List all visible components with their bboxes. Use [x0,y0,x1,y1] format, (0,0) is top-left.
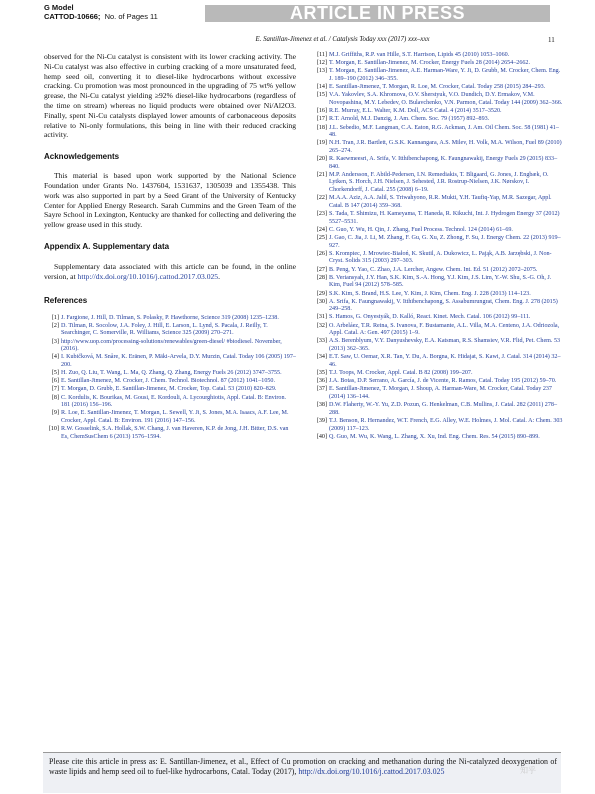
reference-number: [7] [51,386,59,393]
reference-item [312,354,564,369]
reference-number: [15] [316,92,327,99]
reference-text[interactable]: J. Gao, C. Jia, J. Li, M. Zhang, F. Gu, G. Xu, Z. Zhong, F. Su, J. Energy Chem. 22 (2013) 919–927. [329,234,561,249]
reference-number: [26] [316,250,327,257]
reference-text[interactable]: J.A. Botas, D.P. Serrano, A. García, J. de Vicente, R. Ramos, Catal. Today 195 (2012) 59–70. [329,378,557,385]
supplementary-data-link[interactable]: http://dx.doi.org/10.1016/j.cattod.2017.03.025 [77,271,219,281]
reference-text[interactable]: M.P. Andersson, F. Abild-Pedersen, I.N. Remediakis, T. Bligaard, G. Jones, J. Engbæk, O. Lytken, S. Horch, J.H. Nielsen, J. Sehested, J.R. Rostrup-Nielsen, J.K. Nørskov, I. Chorkendorff, J. Catal. 255 (2008) 6–19. [329,171,549,194]
watermark: 知乎 [520,766,536,775]
reference-number: [27] [316,266,327,273]
article-in-press-banner: ARTICLE IN PRESS [289,3,466,23]
reference-text[interactable]: C. Kordulis, K. Bourikas, M. Gousi, E. Kordouli, A. Lycourghiotis, Appl. Catal. B: Environ. 181 (2016) 156–196. [61,394,287,409]
page-count: No. of Pages 11 [104,12,158,21]
reference-item [312,434,564,442]
reference-item [44,386,296,394]
reference-text[interactable]: R.T. Arnold, M.J. Danzig, J. Am. Chem. Soc. 79 (1957) 892–893. [329,116,490,123]
reference-number: [16] [316,108,327,115]
appendix-heading: Appendix A. Supplementary data [44,241,170,251]
reference-number: [25] [316,234,327,241]
reference-number: [14] [316,84,327,91]
reference-number: [3] [51,338,59,345]
reference-item [312,370,564,378]
reference-item [312,402,564,417]
reference-number: [30] [316,298,327,305]
reference-text[interactable]: T.J. Benson, R. Hernandez, W.T. French, E.G. Alley, W.E. Holmes, J. Mol. Catal. A: Chem. 303 (2009) 117–123. [329,417,563,432]
reference-text[interactable]: H. Zuo, Q. Liu, T. Wang, L. Ma, Q. Zhang, Q. Zhang, Energy Fuels 26 (2012) 3747–3755. [61,370,282,377]
reference-number: [10] [48,426,59,433]
references-heading: References [44,295,88,305]
reference-number: [23] [316,211,327,217]
reference-number: [9] [51,410,59,417]
reference-item [312,172,564,195]
reference-item [312,275,564,290]
reference-text[interactable]: D.W. Flaherty, W.-Y. Yu, Z.D. Pozun, G. Henkelman, C.B. Mullins, J. Catal. 282 (2011) 278–288. [329,402,557,416]
reference-number: [8] [51,394,59,401]
reference-text[interactable]: E. Santillan-Jimenez, T. Morgan, J. Shoup, A. Harman-Ware, M. Crocker, Catal. Today 237 (2014) 136–144. [329,386,552,400]
reference-text[interactable]: S.K. Kim, S. Brand, H.S. Lee, Y. Kim, J. Kim, Chem. Eng. J. 228 (2013) 114–123. [329,290,531,297]
reference-item [312,125,564,140]
reference-number: [31] [316,314,327,321]
citation-doi-link[interactable]: http://dx.doi.org/10.1016/j.cattod.2017.03.025 [298,767,445,777]
reference-number: [34] [316,354,327,361]
reference-item [44,370,296,378]
reference-number: [12] [316,60,327,67]
reference-number: [38] [316,402,327,409]
reference-item [312,108,564,116]
reference-item [312,314,564,322]
reference-number: [6] [51,378,59,385]
reference-number: [28] [316,274,327,281]
reference-item [44,354,296,369]
page-number: 11 [548,36,555,44]
right-column [312,52,564,442]
reference-text[interactable]: R. Kaewmeesri, A. Srifa, V. Itthibenchapong, K. Faungnawakij, Energy Fuels 29 (2015) 833–840. [329,156,558,170]
reference-text[interactable]: T.J. Toops, M. Crocker, Appl. Catal. B 82 (2008) 199–207. [329,370,473,376]
reference-number: [20] [316,156,327,163]
reference-text[interactable]: J.L. Sebedio, M.F. Langman, C.A. Eaton, R.G. Ackman, J. Am. Oil Chem. Soc. 58 (1981) 41–48. [329,124,559,139]
reference-text[interactable]: http://www.uop.com/processing-solutions/renewables/green-diesel/ #biodiesel. November, (2016). [61,338,282,353]
reference-text[interactable]: E. Santillan-Jimenez, M. Crocker, J. Chem. Technol. Biotechnol. 87 (2012) 1041–1050. [61,378,275,385]
reference-item [312,386,564,401]
reference-number: [18] [316,124,327,131]
reference-text[interactable]: I. Kubičková, M. Snåre, K. Eränen, P. Mäki-Arvela, D.Y. Murzin, Catal. Today 106 (2005) 197–200. [61,354,296,368]
reference-text[interactable]: M.A.A. Aziz, A.A. Jalil, S. Triwahyono, R.R. Mukti, Y.H. Taufiq-Yap, M.R. Sazegar, Appl. Catal. B 147 (2014) 359–368. [329,195,552,209]
reference-text[interactable]: T. Morgan, D. Grubb, E. Santillan-Jimenez, M. Crocker, Top. Catal. 53 (2010) 820–829. [61,386,277,393]
reference-item [312,251,564,266]
reference-text[interactable]: R. Loe, E. Santillan-Jimenez, T. Morgan, L. Sewell, Y. Ji, S. Jones, M.A. Isaacs, A.F. Lee, M. Crocker, Appl. Catal. B: Environ. 191 (2016) 147–156. [61,410,289,425]
reference-item [312,92,564,107]
reference-item [312,156,564,171]
appendix-text: Supplementary data associated with this article can be found, in the online version, at http://dx.doi.org/10.1016/j.cattod.2017.03.025. [44,261,296,281]
reference-text[interactable]: C. Guo, Y. Wu, H. Qin, J. Zhang, Fuel Process. Technol. 124 (2014) 61–69. [329,226,513,233]
reference-item [312,235,564,250]
reference-item [312,195,564,210]
reference-item [44,315,296,323]
reference-number: [33] [316,338,327,345]
citation-notice: Please cite this article in press as: E. Santillan-Jimenez, et al., Effect of Cu promotion on cracking and methanation during the Ni-catalyzed deoxygenation of waste lipids and hemp seed oil to fuel-like hydrocarbons, Catal. Today (2017), http://dx.doi.org/10.1016/j.cattod.2017.03.025 [49,757,557,777]
reference-text[interactable]: R.W. Gosselink, S.A. Hollak, S.W. Chang, J. van Haveren, K.P. de Jong, J.H. Bitter, D.S. van Es, ChemSusChem 6 (2013) 1576–1594. [61,426,289,440]
reference-text[interactable]: S. Tada, T. Shimizu, H. Kameyama, T. Haneda, R. Kikuchi, Int. J. Hydrogen Energy 37 (2012) 5527–5531. [329,211,560,225]
reference-item [312,68,564,83]
reference-item [312,267,564,275]
reference-text[interactable]: R.E. Murray, E.L. Walter, K.M. Doll, ACS Catal. 4 (2014) 3517–3520. [329,108,502,115]
reference-item [44,339,296,354]
reference-text[interactable]: N.H. Tran, J.R. Bartlett, G.S.K. Kannangara, A.S. Milev, H. Volk, M.A. Wilson, Fuel 89 (2010) 265–274. [329,140,562,154]
reference-number: [35] [316,370,327,376]
reference-number: [13] [316,68,327,75]
reference-number: [32] [316,322,327,329]
reference-number: [39] [316,417,327,424]
reference-number: [5] [51,370,59,377]
reference-text[interactable]: V.A. Yakovlev, S.A. Khromova, O.V. Sherstyuk, V.O. Dundich, D.Y. Ermakov, V.M. Novopashina, M.Y. Lebedev, O. Bulavchenko, V.N. Parmon, Catal. Today 144 (2009) 362–366. [329,92,563,106]
reference-number: [37] [316,386,327,393]
conclusion-paragraph: observed for the Ni-Cu catalyst is consistent with its lower cracking activity. The Ni-Cu catalyst was also effective in curbing cracking of a more unsaturated feed, hemp seed oil, converting it to diesel-like hydrocarbons without excessive cracking. Cu promotion was most pronounced in the upgrading of 75 wt% yellow grease, the Ni-Cu catalyst yielding ≥92% diesel-like hydrocarbons (regardless of the time on stream) whereas no liquid products were obtained over Ni/Al2O3. Finally, spent Ni-Cu catalysts displayed lower amounts of carbonaceous deposits relative to Ni-only formulations, this being in line with their reduced cracking activity. [44,52,296,140]
reference-item [44,410,296,425]
reference-item [312,418,564,433]
reference-text[interactable]: S. Krompiec, J. Mrowiec-Białoń, K. Skutil, A. Dukowicz, L. Pająk, A.B. Jarzębski, J. Non-Cryst. Solids 315 (2003) 297–303. [329,250,552,265]
acknowledgements-heading: Acknowledgements [44,152,120,162]
reference-item [312,227,564,235]
reference-item [312,60,564,68]
left-column [44,52,296,442]
reference-text[interactable]: E.T. Saw, U. Oemar, X.R. Tan, Y. Du, A. Borgna, K. Hidajat, S. Kawi, J. Catal. 314 (2014) 32–46. [329,354,561,368]
reference-item [312,378,564,386]
reference-text[interactable]: O. Arbeláez, T.R. Reina, S. Ivanova, F. Bustamante, A.L. Villa, M.A. Centeno, J.A. Odriozola, Appl. Catal. A: Gen. 497 (2015) 1–9. [329,322,560,337]
reference-text[interactable]: T. Morgan, E. Santillan-Jimenez, M. Crocker, Energy Fuels 28 (2014) 2654–2662. [329,60,530,67]
reference-item [44,395,296,410]
reference-text[interactable]: Q. Guo, M. Wu, K. Wang, L. Zhang, X. Xu, Ind. Eng. Chem. Res. 54 (2015) 890–899. [329,433,540,440]
reference-item [312,338,564,353]
reference-item [312,211,564,226]
reference-text[interactable]: A. Srifa, K. Faungnawakij, V. Itthibenchapong, S. Assabumrungrat, Chem. Eng. J. 278 (2015) 249–258. [329,298,558,313]
reference-number: [2] [51,322,59,329]
reference-text[interactable]: D. Tilman, R. Socolow, J.A. Foley, J. Hill, E. Larson, L. Lynd, S. Pacala, J. Reilly, T. Searchinger, C. Somerville, R. Williams, Science 325 (2009) 270–271. [61,322,268,337]
references-list-left [44,315,296,442]
running-head: E. Santillan-Jimenez et al. / Catalysis Today xxx (2017) xxx–xxx [255,36,430,43]
reference-number: [22] [316,195,327,202]
reference-item [312,299,564,314]
reference-number: [29] [316,290,327,297]
reference-number: [40] [316,433,327,440]
reference-item [44,378,296,386]
reference-text[interactable]: M.J. Griffiths, R.P. van Hille, S.T. Harrison, Lipids 45 (2010) 1053–1060. [329,52,510,58]
references-list-right [312,52,564,441]
reference-item [312,323,564,338]
reference-number: [24] [316,226,327,233]
reference-item [312,84,564,92]
reference-text[interactable]: S. Hamos, G. Onyestyák, D. Kalló, React. Kinet. Mech. Catal. 106 (2012) 99–111. [329,314,531,321]
reference-item [312,140,564,155]
reference-text[interactable]: A.S. Berenblyum, V.Y. Danyushevsky, E.A. Katsman, R.S. Shamsiev, V.R. Flid, Pet. Chem. 53 (2013) 362–365. [329,338,561,353]
reference-number: [4] [51,354,59,361]
reference-number: [11] [317,52,327,58]
reference-number: [19] [316,140,327,147]
reference-item [44,323,296,338]
reference-item [312,291,564,299]
reference-text[interactable]: J. Fargione, J. Hill, D. Tilman, S. Polasky, P. Hawthorne, Science 319 (2008) 1235–1238. [61,314,279,321]
reference-text[interactable]: T. Morgan, E. Santillan-Jimenez, A.E. Harman-Ware, Y. Ji, D. Grubb, M. Crocker, Chem. Eng. J. 189–190 (2012) 346–355. [329,68,561,82]
journal-meta [44,3,158,21]
reference-text[interactable]: E. Santillan-Jimenez, T. Morgan, R. Loe, M. Crocker, Catal. Today 258 (2015) 284–293. [329,84,546,91]
reference-item [312,116,564,124]
reference-number: [17] [316,116,327,123]
reference-item [312,52,564,60]
acknowledgements-text: This material is based upon work supported by the National Science Foundation under Grants No. 1437604, 1531637, 1305039 and 1355438. This work was also supported in part by a Seed Grant of the University of Kentucky Center for Applied Energy Research. Sarah Cummins and the Green Team of the Sayre School in Lexington, Kentucky are thanked for collecting and delivering the yellow grease used in this study. [44,171,296,230]
reference-number: [21] [316,171,327,178]
article-id: CATTOD-10666; No. of Pages 11 [44,12,158,21]
reference-text[interactable]: B. Peng, Y. Yao, C. Zhao, J.A. Lercher, Angew. Chem. Int. Ed. 51 (2012) 2072–2075. [329,266,538,273]
model-label: G Model [44,3,74,12]
reference-text[interactable]: B. Veriansyah, J.Y. Han, S.K. Kim, S.-A. Hong, Y.J. Kim, J.S. Lim, Y.-W. Shu, S.-G. Oh, J. Kim, Fuel 94 (2012) 578–585. [329,274,552,289]
reference-item [44,426,296,441]
reference-number: [36] [316,378,327,385]
reference-number: [1] [51,314,59,321]
